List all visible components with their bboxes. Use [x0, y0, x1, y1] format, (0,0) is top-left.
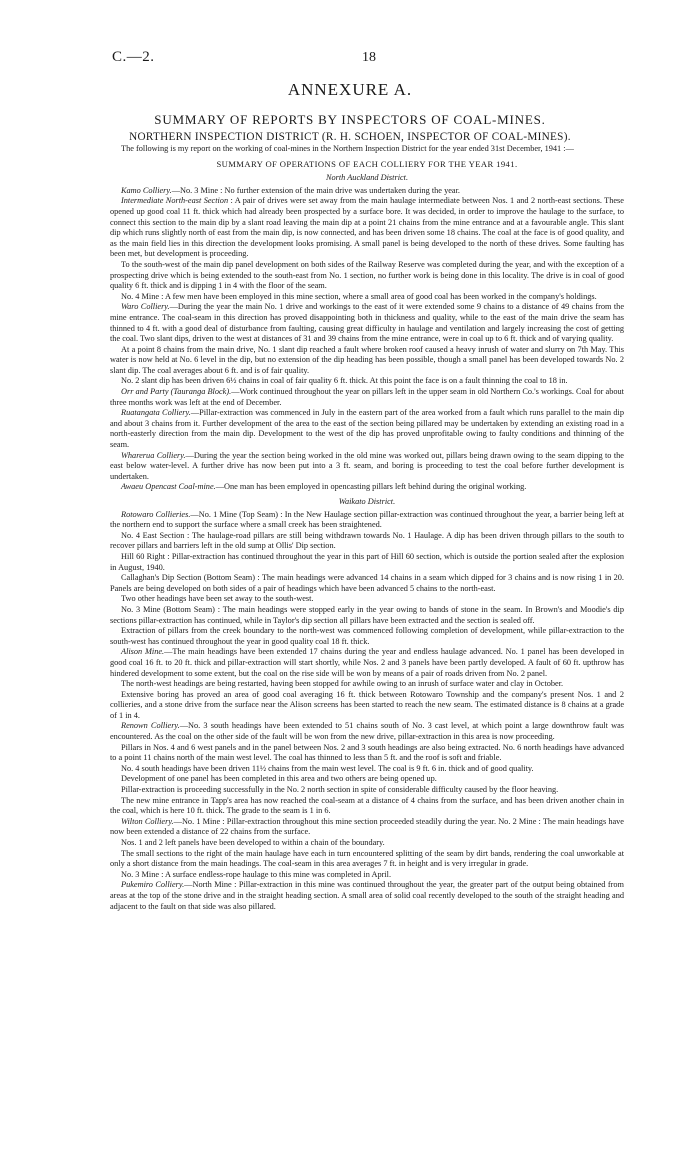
report-paragraph — [110, 594, 624, 605]
report-paragraph — [110, 690, 624, 722]
summary-title: SUMMARY OF REPORTS BY INSPECTORS OF COAL-MINES. — [154, 112, 546, 127]
report-paragraph — [110, 838, 624, 849]
paragraph-text: At a point 8 chains from the main drive, No. 1 slant dip reached a fault where broken roof caused a heavy inrush of water and slurry on 7th May. This water is now held at No. 6 level in the dip, but no extension of the dip heading has been possible, though a small panel has been developed towards No. 2 slant dip. The coal averages about 6 ft. and is of fair quality. — [110, 344, 624, 375]
report-paragraph — [110, 482, 624, 493]
paragraph-text: —One man has been employed in opencasting pillars left behind during the original working. — [215, 482, 527, 492]
paragraph-text: Pillar-extraction is proceeding successfully in the No. 2 north section in spite of considerable difficulty caused by the floor heaving. — [121, 785, 559, 795]
report-paragraph — [110, 260, 624, 292]
paragraph-text: Two other headings have been set away to the south-west. — [121, 594, 314, 604]
report-paragraph — [110, 849, 624, 870]
paragraph-text: No. 3 Mine : A surface endless-rope haulage to this mine was completed in April. — [121, 869, 392, 879]
paragraph-text: Pillars in Nos. 4 and 6 west panels and in the panel between Nos. 2 and 3 south headings are also being extracted. No. 6 north headings have advanced to a point 11 chains north of the main west level. The coal has thinned to less than 5 ft. and the roof is soft and friable. — [110, 742, 624, 763]
paragraph-text: No. 4 East Section : The haulage-road pillars are still being withdrawn towards No. 1 Haulage. A dip has been driven through pillars to the south to recover pillars and barriers left in the old sump at Ollis' Dip section. — [110, 530, 624, 551]
report-paragraph — [110, 880, 624, 912]
report-paragraph — [110, 796, 624, 817]
colliery-name: Intermediate North-east Section — [121, 196, 229, 206]
paragraph-text: No. 4 south headings have been driven 11½ chains from the main west level. The coal is 9 ft. 6 in. thick and of good quality. — [121, 763, 534, 773]
paragraph-text: : A pair of drives were set away from the main haulage intermediate between Nos. 1 and 2 north-east sections. These opened up good coal 11 ft. thick which had already been prospected by a surface bore. It was decided, in order to improve the haulage to the surface, to connect this section to the main dip by a slant road leaving the main dip at a point 21 chains from the mine entrance and at a favourable angle. This slant dip which runs slightly north of east from the main dip, is now connected, and has been driven some 18 chains. The coal at the face is of good quality, and as the main field lies in this direction the development looks promising. A small panel is being developed to the north of these drives. Some faulting has been met, but development is proceeding. — [110, 196, 624, 259]
paragraph-text: —The main headings have been extended 17 chains during the year and endless haulage advanced. No. 1 panel has been developed in good coal 16 ft. to 20 ft. thick and pillar-extraction will start shortly, while Nos. 2 and 3 panels have been partly developed. A fault of 60 ft. upthrow has hindered development to some extent, but the coal on the rise side will be won by means of a pair of roads driven from No. 2 panel. — [110, 647, 624, 678]
paragraph-text: Extensive boring has proved an area of good coal averaging 16 ft. thick between Rotowaro Township and the company's present Nos. 1 and 2 collieries, and a stone drive from the surface near the Alison screens has been started to reach the new seam. The estimated distance is 8 chains at a grade of 1 in 4. — [110, 689, 624, 720]
north-auckland-heading: North Auckland District. — [325, 173, 409, 183]
paragraph-text: Hill 60 Right : Pillar-extraction has continued throughout the year in this part of Hill 60 section, which is outside the portion sealed after the explosion in August, 1940. — [110, 551, 624, 572]
report-paragraph — [110, 196, 624, 260]
colliery-name: Wharerua Colliery. — [121, 450, 186, 460]
paragraph-text: —Pillar-extraction was commenced in July in the eastern part of the area worked from a fault which runs parallel to the main dip and about 3 chains from it. Further development of the area to the east of the section being pillared may be undertaken by extending an existing road in a north-easterly direction from the main dip. Development to the west of the dip has proved unprofitable owing to faulty conditions and thinning of the seam. — [110, 408, 624, 450]
colliery-name: Wilton Colliery. — [121, 816, 174, 826]
paragraph-text: Callaghan's Dip Section (Bottom Seam) : The main headings were advanced 14 chains in a seam which dipped for 3 chains and is now rising 1 in 20. Panels are being developed on both sides of a pair of headings which have been advanced 5 chains to the north-east. — [110, 573, 624, 593]
report-paragraph — [110, 510, 624, 531]
report-paragraph — [110, 870, 624, 881]
report-paragraph — [110, 408, 624, 450]
report-paragraph — [110, 785, 624, 796]
paragraph-text: No. 4 Mine : A few men have been employed in this mine section, where a small area of good coal has been worked in the company's holdings. — [121, 291, 597, 301]
paragraph-text: —No. 1 Mine (Top Seam) : In the New Haulage section pillar-extraction was continued throughout the year, a barrier being left at the northern end to support the surface where a small creek has been straightened. — [110, 509, 624, 530]
report-paragraph — [110, 292, 624, 303]
north-auckland-section — [110, 186, 624, 493]
colliery-name: Rotowaro Collieries. — [121, 509, 191, 519]
paragraph-text: —No. 3 south headings have been extended to 51 chains south of No. 3 cast level, at which point a large downthrow fault was encountered. As the coal on the other side of the fault will be won from the new drive, pillar-extraction in this area is now proceeding. — [110, 721, 624, 742]
report-paragraph — [110, 451, 624, 483]
colliery-name: Orr and Party (Tauranga Block). — [121, 387, 232, 397]
report-paragraph — [110, 743, 624, 764]
paragraph-text: —During the year the main No. 1 drive and workings to the east of it were extended some 9 chains to a distance of 49 chains from the mine entrance. The coal-seam in this direction has proved disappointing both in thickness and quality, while to the east of the main drive the seam has thinned to 4 ft. with a good deal of disturbance from faulting, causing great difficulty in haulage and ventilation and largely increasing the cost of getting the coal. Two slant dips, driven to the west at distances of 31 and 39 chains from the mine entrance, were in coal up to 6 ft. thick and of varying quality. — [110, 302, 624, 344]
report-paragraph — [110, 376, 624, 387]
paragraph-text: Extraction of pillars from the creek boundary to the north-west was commenced following completion of development, while pillar-extraction to the south-west has continued throughout the year in good quality coal 18 ft. thick. — [110, 626, 624, 646]
paragraph-text: No. 2 slant dip has been driven 6½ chains in coal of fair quality 6 ft. thick. At this point the face is on a fault thinning the coal to 18 in. — [121, 376, 568, 386]
report-paragraph — [110, 345, 624, 377]
waikato-section — [110, 510, 624, 913]
paragraph-text: —No. 1 Mine : Pillar-extraction throughout this mine section proceeded steadily during the year. No. 2 Mine : The main headings have now been extended a distance of 22 chains from the surface. — [110, 816, 624, 837]
district-title: NORTHERN INSPECTION DISTRICT (R. H. SCHOEN, INSPECTOR OF COAL-MINES). — [129, 131, 571, 143]
report-paragraph — [110, 774, 624, 785]
paragraph-text: The north-west headings are being restarted, having been stopped for awhile owing to an inrush of surface water and clay in October. — [121, 679, 564, 689]
operations-heading: SUMMARY OF OPERATIONS OF EACH COLLIERY FOR THE YEAR 1941. — [216, 158, 518, 169]
colliery-name: Kamo Colliery. — [121, 185, 172, 195]
colliery-name: Ruatangata Colliery. — [121, 408, 191, 418]
paragraph-text: —No. 3 Mine : No further extension of the main drive was undertaken during the year. — [171, 185, 460, 195]
colliery-name: Alison Mine. — [121, 647, 165, 657]
paragraph-text: To the south-west of the main dip panel development on both sides of the Railway Reserve was completed during the year, and with the exception of a prospecting drive which is being extended to the south-east from No. 1 section, no further work is being done in this locality. The drive is in coal of good quality 6 ft. thick and is dipping 1 in 4 with the floor of the seam. — [110, 259, 624, 291]
paragraph-text: —North Mine : Pillar-extraction in this mine was continued throughout the year, the greater part of the output being obtained from areas at the top of the stone drive and in the straight heading section. A small area of solid coal recently developed to the south of the straight heading and adjacent to the fault on that side was also pillared. — [110, 880, 624, 911]
intro-paragraph: The following is my report on the working of coal-mines in the Northern Inspection District for the year ended 31st December, 1941 :— — [121, 144, 574, 153]
report-paragraph — [110, 679, 624, 690]
paragraph-text: No. 3 Mine (Bottom Seam) : The main headings were stopped early in the year owing to bands of stone in the seam. In Brown's and Moodie's dip sections pillar-extraction has continued, while in Taylor's dip section all pillars have been extracted and the section is sealed off. — [110, 604, 624, 625]
paragraph-text: —Work continued throughout the year on pillars left in the upper seam in old Northern Co.'s workings. Coal for about three months work was left at the end of December. — [110, 387, 624, 407]
colliery-name: Pukemiro Colliery. — [121, 880, 185, 890]
report-paragraph — [110, 387, 624, 408]
report-paragraph — [110, 764, 624, 775]
report-paragraph — [110, 552, 624, 573]
paragraph-text: —During the year the section being worked in the old mine was worked out, pillars being drawn owing to the seam dipping to the east below water-level. A further drive has now been put into a 3 ft. seam, and boring is proceeding to test the coal before further development is undertaken. — [110, 450, 624, 481]
colliery-name: Awaeu Opencast Coal-mine. — [121, 482, 216, 492]
colliery-name: Renown Colliery. — [121, 721, 180, 731]
paragraph-text: The new mine entrance in Tapp's area has now reached the coal-seam at a distance of 4 chains from the surface, and has been driven another chain in the coal, which is here 10 ft. thick. The grade to the seam is 1 in 6. — [110, 795, 624, 816]
paragraph-text: The small sections to the right of the main haulage have each in turn encountered splitting of the seam by dirt bands, rendering the coal unworkable at only a short distance from the main headings. The coal-seam in this area averages 7 ft. in height and is very irregular in grade. — [110, 848, 624, 869]
paragraph-text: Development of one panel has been completed in this area and two others are being opened up. — [121, 774, 437, 784]
report-paragraph — [110, 626, 624, 647]
annexure-title: ANNEXURE A. — [287, 80, 413, 99]
report-paragraph — [110, 647, 624, 679]
report-paragraph — [110, 605, 624, 626]
page-number: 18 — [362, 50, 376, 65]
report-paragraph — [110, 817, 624, 838]
report-paragraph — [110, 186, 624, 197]
waikato-heading: Waikato District. — [338, 497, 396, 506]
report-paragraph — [110, 302, 624, 344]
report-paragraph — [110, 721, 624, 742]
report-body — [110, 144, 624, 912]
parliamentary-paper-ref: C.—2. — [112, 49, 155, 65]
colliery-name: Waro Colliery. — [121, 302, 170, 312]
paragraph-text: Nos. 1 and 2 left panels have been developed to within a chain of the boundary. — [121, 838, 385, 847]
report-paragraph — [110, 573, 624, 594]
report-paragraph — [110, 531, 624, 552]
